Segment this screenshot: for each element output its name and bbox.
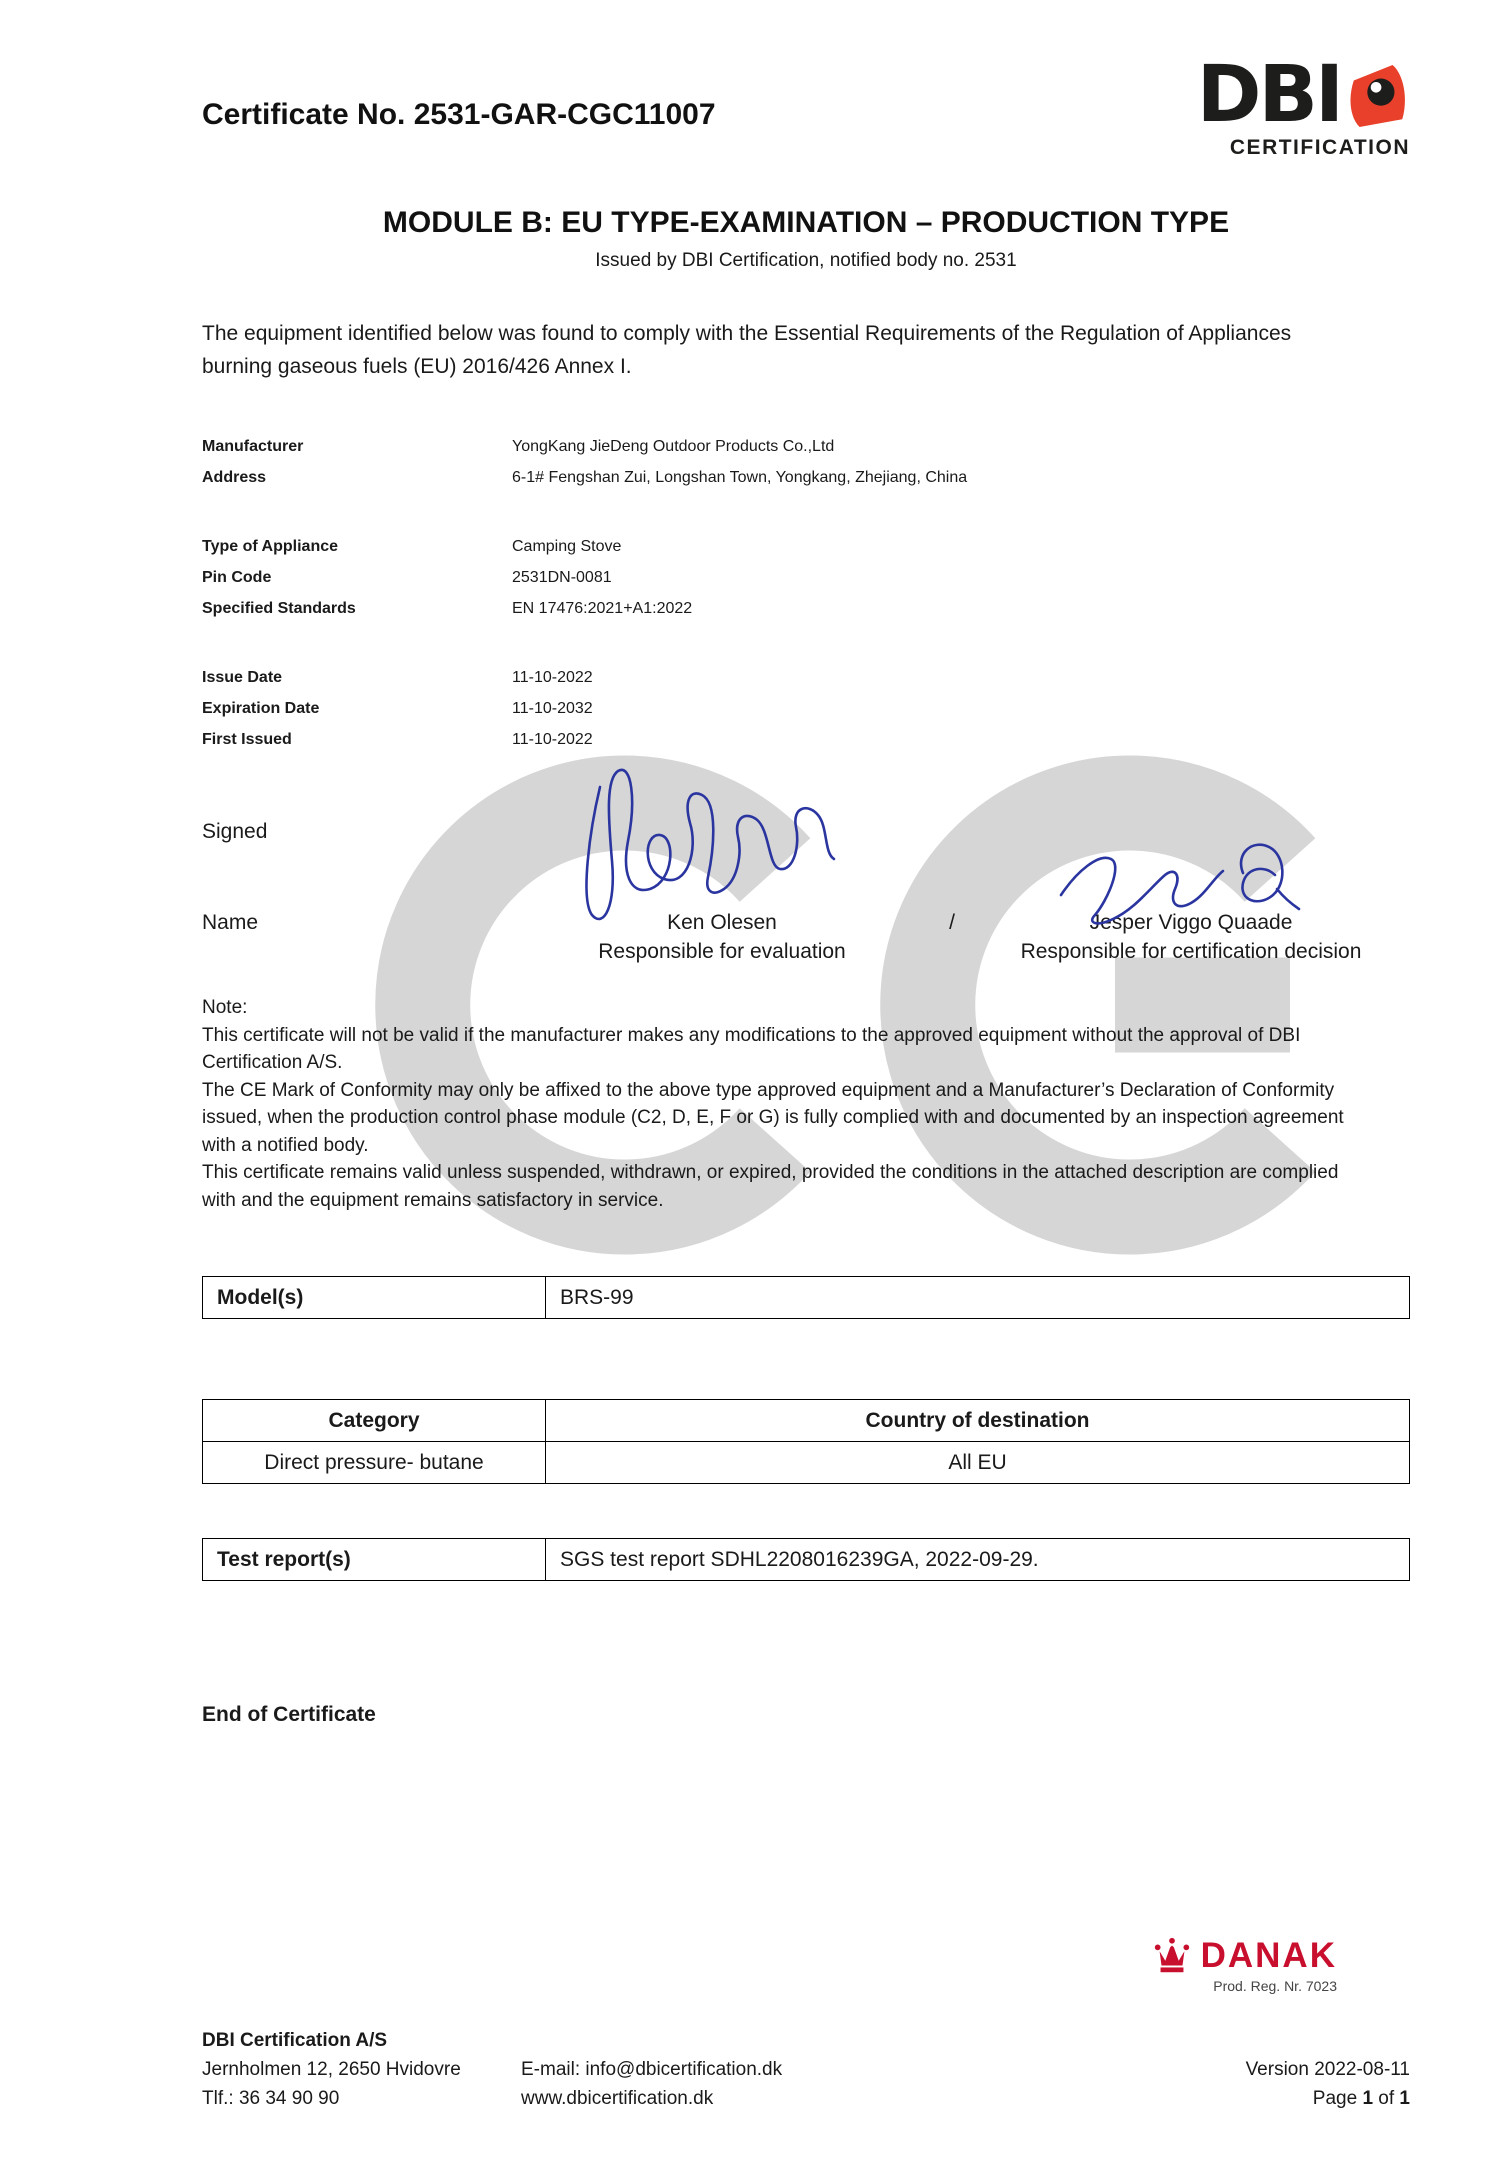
field-label: Expiration Date [202,700,320,718]
model-value-cell: BRS-99 [546,1277,1410,1319]
category-table [202,1399,1410,1484]
field-value: 11-10-2022 [512,669,593,687]
footer-left [202,2026,461,2113]
table-row [203,1442,1410,1484]
signature-jesper-quaade [1047,831,1307,936]
category-header-cell: Category [203,1400,546,1442]
model-table [202,1276,1410,1319]
dbi-logo-top [1196,50,1410,140]
field-label: Manufacturer [202,438,304,456]
name-separator: / [949,911,955,935]
footer-address: Jernholmen 12, 2650 Hvidovre [202,2059,461,2080]
field-label: Issue Date [202,669,283,687]
test-report-label-cell: Test report(s) [203,1539,546,1581]
field-value: 11-10-2032 [512,700,593,718]
certificate-page [0,50,1500,2181]
danak-logo [1151,1936,1337,1976]
certificate-content [0,50,1500,1727]
end-of-certificate: End of Certificate [202,1703,376,1727]
field-value: YongKang JieDeng Outdoor Products Co.,Ltd [512,438,835,456]
signer-role: Responsible for evaluation [598,940,846,964]
field-label: Address [202,469,267,487]
footer-email: E-mail: info@dbicertification.dk [521,2059,783,2080]
footer-page-indicator [1246,2084,1410,2113]
field-row [202,562,1410,593]
note-heading: Note: [202,997,248,1019]
table-row [203,1277,1410,1319]
test-report-table [202,1538,1410,1581]
signer-role: Responsible for certification decision [1020,940,1362,964]
danak-crown-icon [1151,1936,1193,1976]
page-title: MODULE B: EU TYPE-EXAMINATION – PRODUCTION TYPE [382,206,1230,239]
field-row [202,431,1410,462]
field-row [202,662,1410,693]
field-label: First Issued [202,731,292,749]
field-value: 11-10-2022 [512,731,593,749]
danak-logo-text: DANAK [1200,1936,1337,1975]
field-value: 6-1# Fengshan Zui, Longshan Town, Yongkang, Zhejiang, China [512,469,968,487]
note-section [202,994,1367,1214]
field-value: 2531DN-0081 [512,569,612,587]
table-header-row [203,1400,1410,1442]
footer-version: Version 2022-08-11 [1245,2059,1410,2080]
footer-right [1246,2055,1410,2113]
dbi-logo [1196,50,1410,160]
dbi-logo-subtext: CERTIFICATION [1229,136,1410,159]
country-header-cell: Country of destination [546,1400,1410,1442]
dbi-flame-icon [1346,60,1410,132]
field-row [202,593,1410,624]
signed-label: Signed [202,820,268,844]
certificate-number: Certificate No. 2531-GAR-CGC11007 [202,98,716,131]
danak-reg-number: Prod. Reg. Nr. 7023 [1213,1978,1337,1994]
model-label-cell: Model(s) [203,1277,546,1319]
footer-middle [521,2055,782,2113]
page-subtitle: Issued by DBI Certification, notified body no. 2531 [595,250,1017,271]
field-group-manufacturer [202,431,1410,493]
category-value-cell: Direct pressure- butane [203,1442,546,1484]
footer-company: DBI Certification A/S [202,2030,388,2051]
field-row [202,531,1410,562]
note-paragraph: This certificate remains valid unless suspended, withdrawn, or expired, provided the conditions in the attached description are complied with and the equipment remains satisfactory in service. [202,1162,1339,1211]
signature-section [202,817,1410,964]
header [202,50,1410,160]
field-value: Camping Stove [512,538,622,556]
page-of: of [1373,2088,1400,2109]
footer-phone: Tlf.: 36 34 90 90 [202,2088,340,2109]
intro-paragraph: The equipment identified below was found to comply with the Essential Requirements of the Regulation of Appliances burning gaseous fuels (EU) 2016/426 Annex I. [202,322,1292,378]
field-group-appliance [202,531,1410,624]
name-label: Name [202,911,259,935]
danak-accreditation [1151,1936,1337,1994]
page-total: 1 [1399,2088,1410,2109]
note-paragraph: This certificate will not be valid if the manufacturer makes any modifications to the approved equipment without the approval of DBI Certification A/S. [202,1024,1301,1074]
signature-ken-olesen [572,749,842,934]
signer-name: Jesper Viggo Quaade [1089,911,1293,935]
test-report-value-cell: SGS test report SDHL2208016239GA, 2022-09-29. [546,1539,1410,1581]
page-number: 1 [1362,2088,1374,2109]
field-label: Type of Appliance [202,538,339,556]
field-row [202,693,1410,724]
signer-name: Ken Olesen [667,911,777,935]
note-paragraph: The CE Mark of Conformity may only be affixed to the above type approved equipment and a Manufacturer’s Declaration of Conformity issued, when the production control phase module (C2, D, E, F or G) is fully complied with and documented by an inspection agreement with a notified body. [202,1079,1344,1156]
page-prefix: Page [1312,2088,1363,2109]
field-group-dates [202,662,1410,755]
field-row [202,462,1410,493]
field-value: EN 17476:2021+A1:2022 [512,600,693,618]
dbi-logo-text: DBI [1196,50,1341,140]
field-label: Specified Standards [202,600,356,618]
footer-website: www.dbicertification.dk [521,2088,714,2109]
field-label: Pin Code [202,569,272,587]
country-value-cell: All EU [546,1442,1410,1484]
table-row [203,1539,1410,1581]
